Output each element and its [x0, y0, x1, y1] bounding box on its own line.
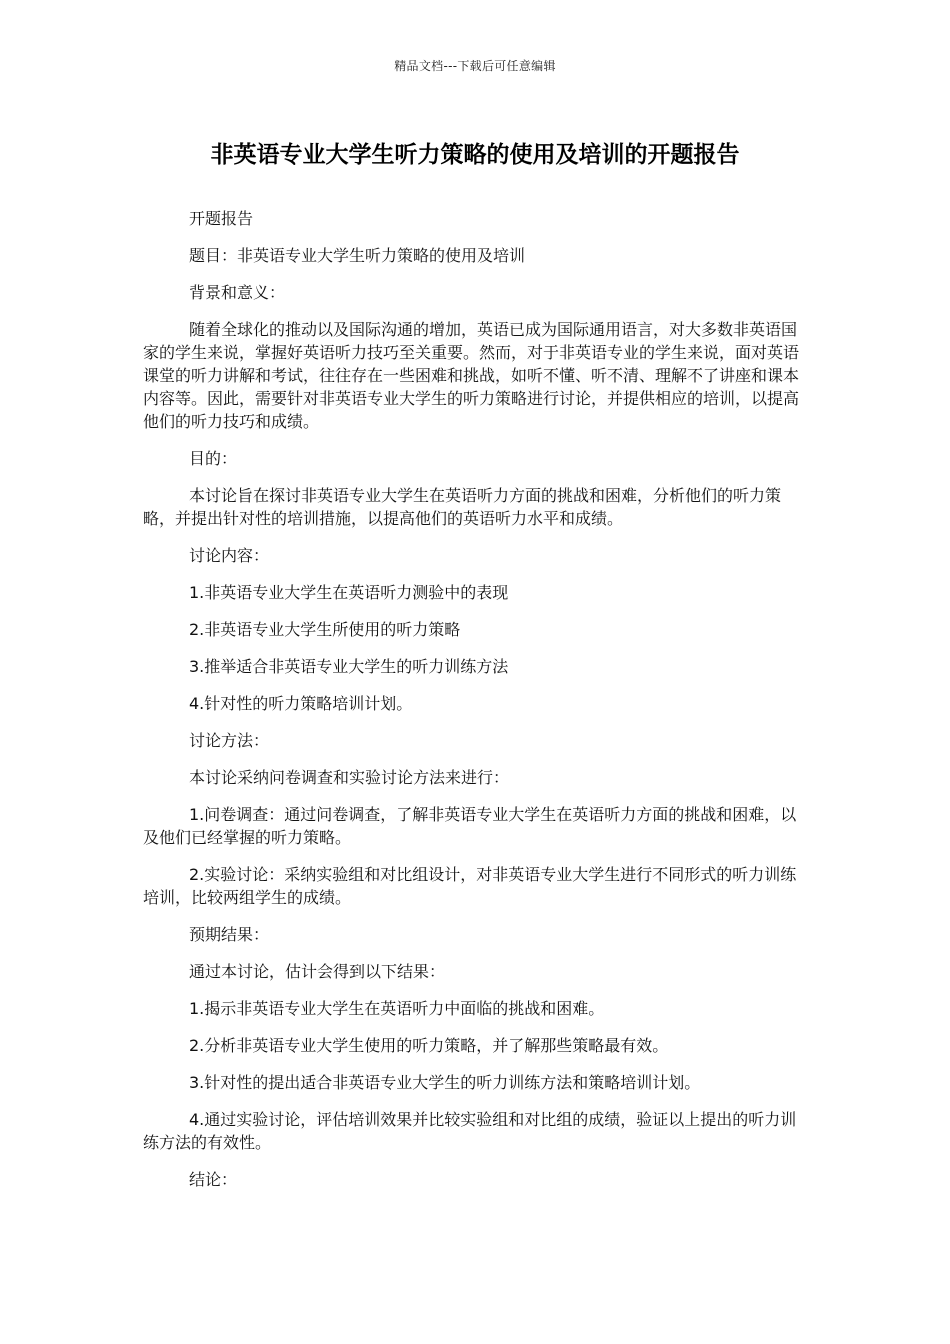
result-item-2: 2.分析非英语专业大学生使用的听力策略，并了解那些策略最有效。 [189, 1036, 669, 1055]
method-item-1: 1.问卷调查：通过问卷调查，了解非英语专业大学生在英语听力方面的挑战和困难，以及他们已经掌握的听力策略。 [143, 805, 797, 847]
heading-content: 讨论内容： [189, 546, 270, 565]
header-note: 精品文档---下载后可任意编辑 [394, 59, 556, 73]
content-item-1: 1.非英语专业大学生在英语听力测验中的表现 [189, 583, 509, 602]
content-item-4: 4.针对性的听力策略培训计划。 [189, 694, 413, 713]
heading-expected-results: 预期结果： [189, 925, 270, 944]
heading-purpose: 目的： [189, 449, 238, 468]
paragraph-results-intro: 通过本讨论，估计会得到以下结果： [189, 962, 446, 981]
document-title: 非英语专业大学生听力策略的使用及培训的开题报告 [210, 142, 740, 168]
paragraph-method-intro: 本讨论采纳问卷调查和实验讨论方法来进行： [189, 768, 510, 787]
heading-method: 讨论方法： [189, 731, 270, 750]
heading-conclusion: 结论： [189, 1170, 238, 1189]
paragraph-background: 随着全球化的推动以及国际沟通的增加，英语已成为国际通用语言，对大多数非英语国家的学生来说，掌握好英语听力技巧至关重要。然而，对于非英语专业的学生来说，面对英语课堂的听力讲解和考试，往往存在一些困难和挑战，如听不懂、听不清、理解不了讲座和课本内容等。因此，需要针对非英语专业大学生的听力策略进行讨论，并提供相应的培训，以提高他们的听力技巧和成绩。 [143, 320, 800, 431]
paragraph-topic: 题目：非英语专业大学生听力策略的使用及培训 [189, 246, 526, 265]
result-item-3: 3.针对性的提出适合非英语专业大学生的听力训练方法和策略培训计划。 [189, 1073, 701, 1092]
result-item-1: 1.揭示非英语专业大学生在英语听力中面临的挑战和困难。 [189, 999, 605, 1018]
method-item-2: 2.实验讨论：采纳实验组和对比组设计，对非英语专业大学生进行不同形式的听力训练培训，比较两组学生的成绩。 [143, 865, 797, 907]
document-body [143, 207, 805, 1205]
paragraph-purpose: 本讨论旨在探讨非英语专业大学生在英语听力方面的挑战和困难，分析他们的听力策略，并提出针对性的培训措施，以提高他们的英语听力水平和成绩。 [143, 486, 782, 528]
content-item-2: 2.非英语专业大学生所使用的听力策略 [189, 620, 461, 639]
content-item-3: 3.推举适合非英语专业大学生的听力训练方法 [189, 657, 509, 676]
result-item-4: 4.通过实验讨论，评估培训效果并比较实验组和对比组的成绩，验证以上提出的听力训练方法的有效性。 [143, 1110, 797, 1152]
heading-background: 背景和意义： [189, 283, 286, 302]
paragraph-report-label: 开题报告 [189, 209, 254, 228]
